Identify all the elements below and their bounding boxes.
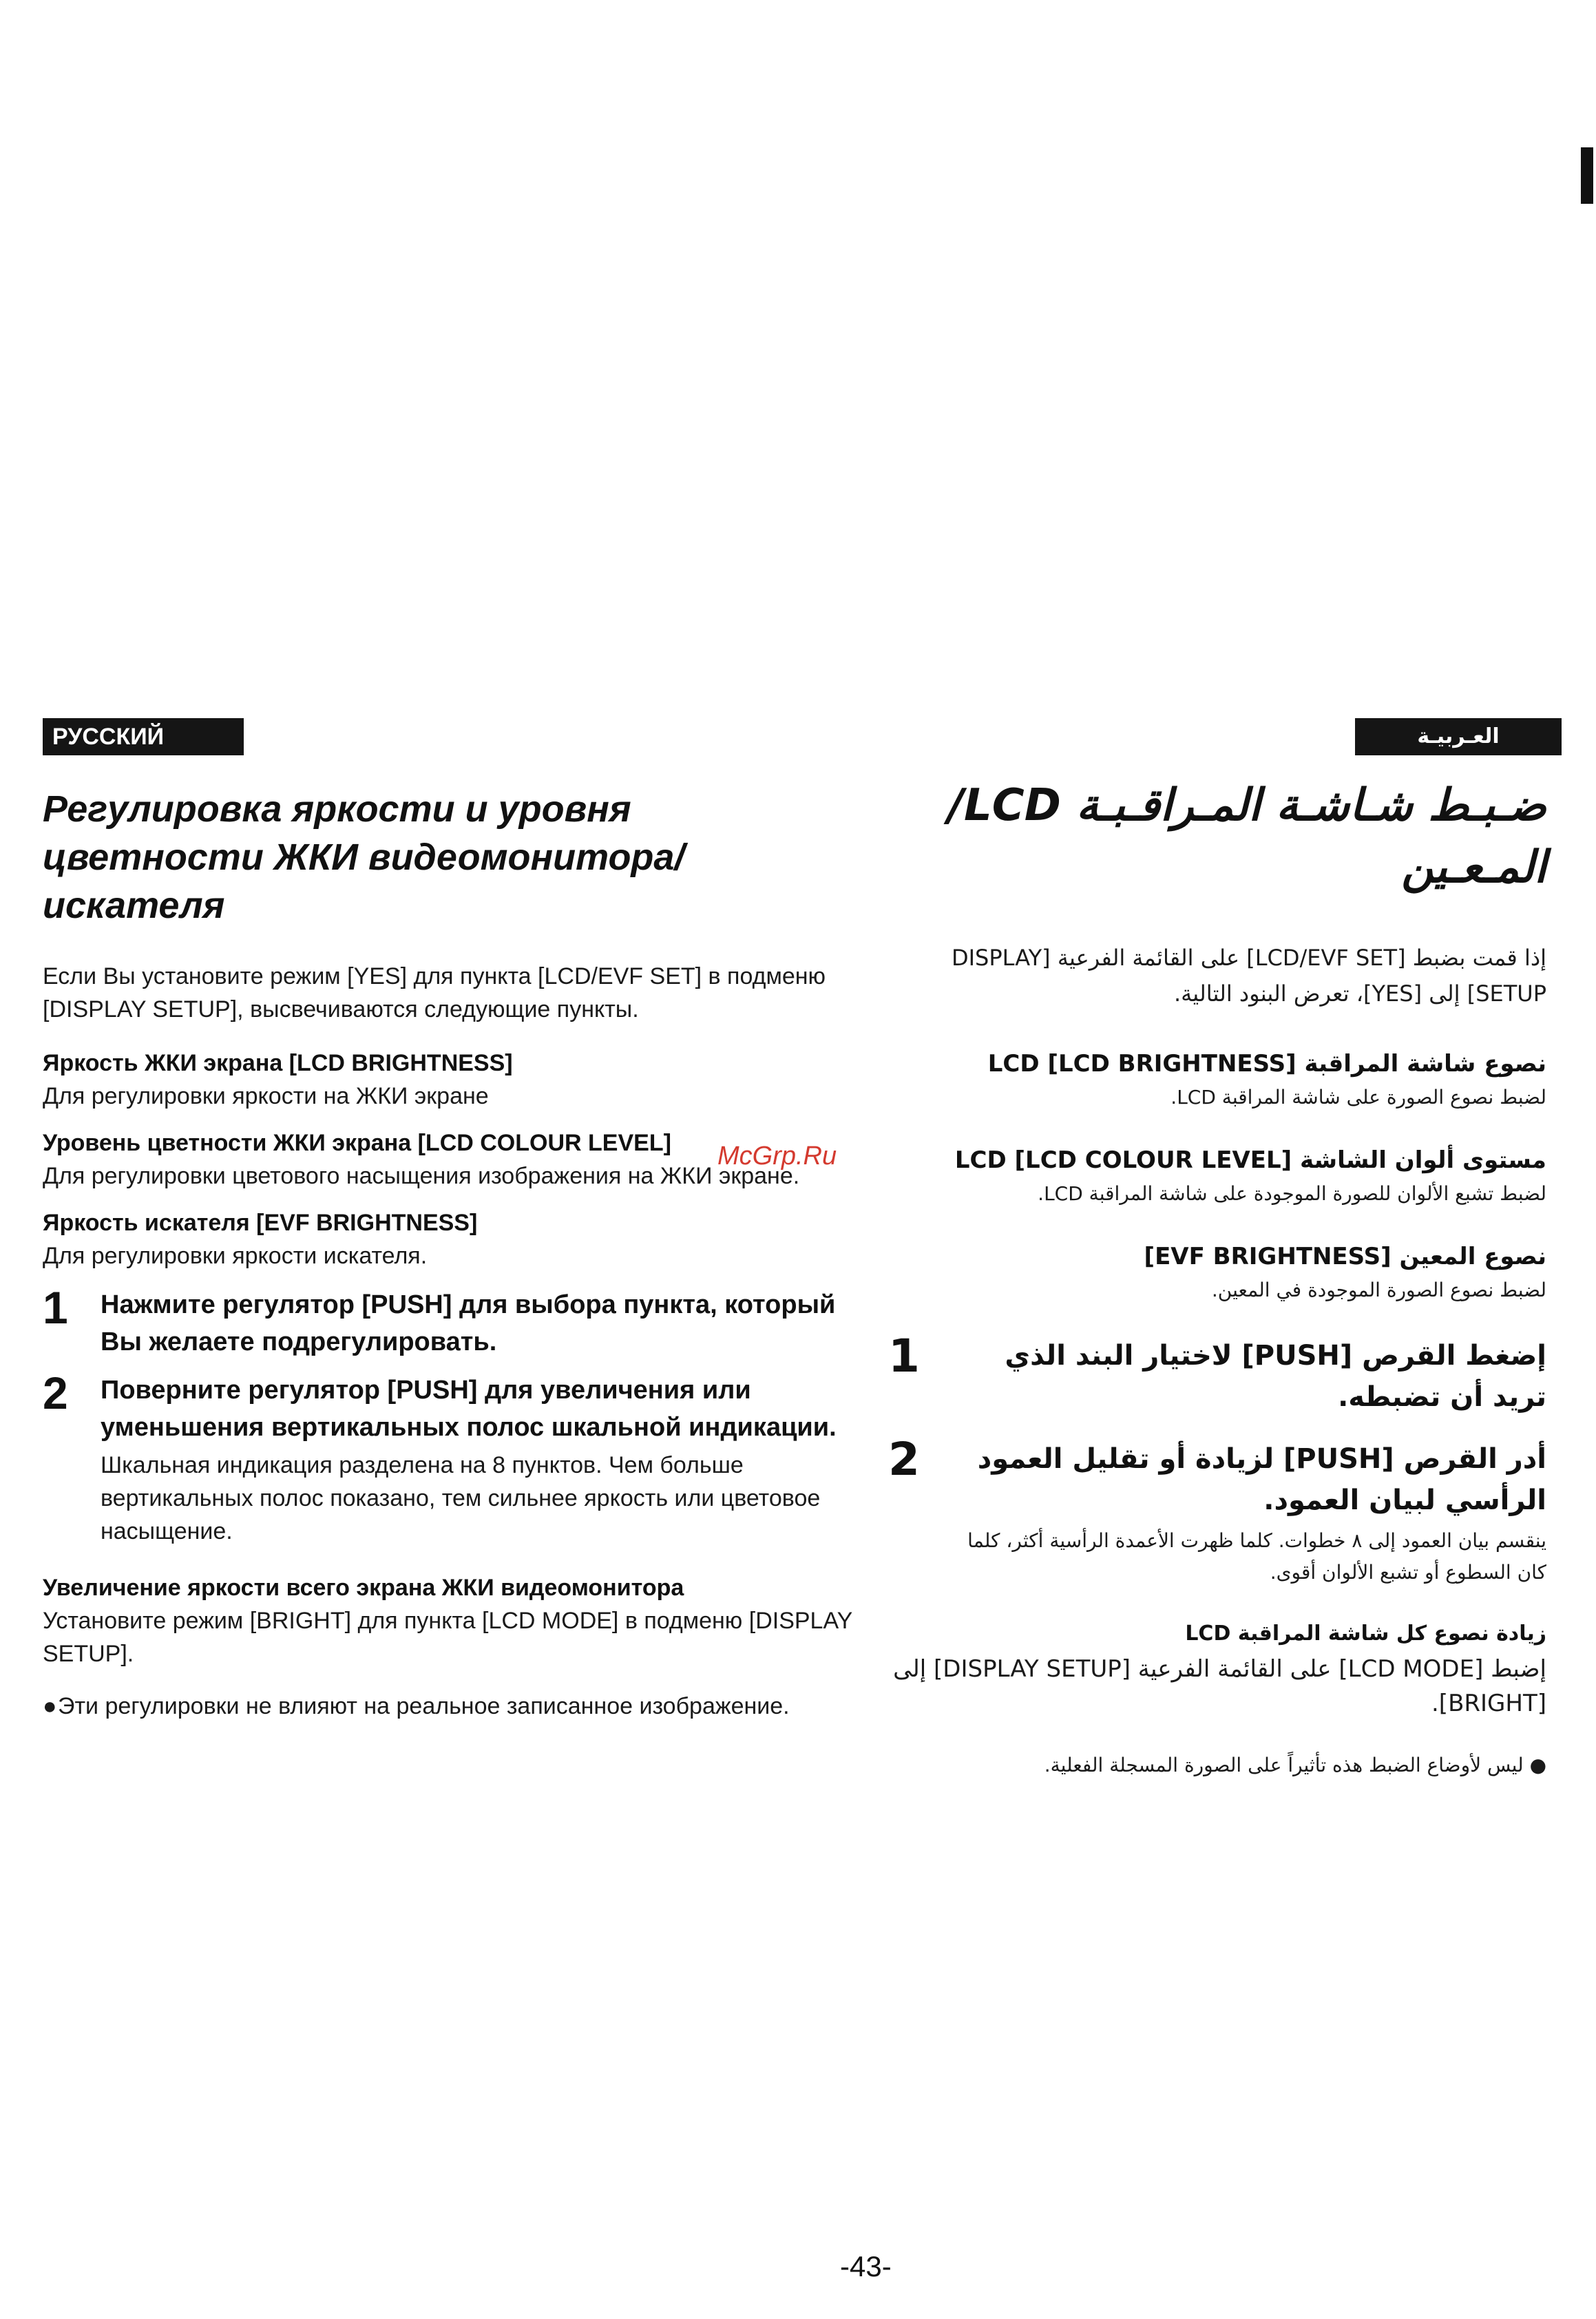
step-text: إضغط القرص [PUSH] لاختيار البند الذي تريد أن تضبطه. [1005,1340,1546,1413]
step-text: أدر القرص [PUSH] لزيادة أو تقليل العمود الرأسي لبيان العمود. [977,1443,1546,1516]
russian-intro: Если Вы установите режим [YES] для пункта [LCD/EVF SET] в подменю [DISPLAY SETUP], высвечиваются следующие пункты. [43,963,826,1022]
step-text: Поверните регулятор [PUSH] для увеличения или уменьшения вертикальных полос шкальной индикации. [101,1376,837,1442]
item-title: نصوع المعين [EVF BRIGHTNESS] [1144,1243,1546,1270]
arabic-item-evf-brightness [888,1239,1546,1306]
note-text: Эти регулировки не влияют на реальное записанное изображение. [58,1693,790,1719]
arabic-item-lcd-colour-level [888,1142,1546,1210]
arabic-step-2 [888,1433,1546,1588]
step-number: 2 [888,1433,920,1486]
item-desc: لضبط نصوع الصورة على شاشة المراقبة LCD. [1170,1086,1546,1109]
item-title: Яркость искателя [EVF BRIGHTNESS] [43,1210,478,1236]
item-desc: Для регулировки яркости на ЖКИ экране [43,1083,489,1109]
item-title: نصوع شاشة المراقبة LCD [LCD BRIGHTNESS] [987,1050,1546,1078]
bullet-icon: ● [43,1693,57,1719]
item-desc: Для регулировки цветового насыщения изображения на ЖКИ экране. [43,1163,800,1189]
russian-item-evf-brightness [43,1206,855,1272]
step-text: Нажмите регулятор [PUSH] для выбора пункта, который Вы желаете подрегулировать. [101,1290,836,1356]
watermark: McGrp.Ru [717,1142,837,1171]
arabic-bright-section [888,1616,1546,1721]
russian-language-tab: РУССКИЙ ЯЗЫК [43,718,244,755]
russian-title: Регулировка яркости и уровня цветности ЖКИ видеомонитора/ искателя [43,788,685,926]
step-note: ينقسم بيان العمود إلى ٨ خطوات. كلما ظهرت الأعمدة الرأسية أكثر، كلما كان السطوع أو تشبع الألوان أقوى. [967,1529,1546,1584]
note-text: ليس لأوضاع الضبط هذه تأثيراً على الصورة المسجلة الفعلية. [1044,1754,1524,1776]
page-edge-marker [1581,147,1593,204]
item-title: Уровень цветности ЖКИ экрана [LCD COLOUR LEVEL] [43,1130,671,1156]
section-desc: Установите режим [BRIGHT] для пункта [LCD MODE] в подменю [DISPLAY SETUP]. [43,1608,852,1667]
russian-step-1 [43,1282,855,1361]
russian-step-2 [43,1367,855,1548]
item-desc: لضبط تشبع الألوان للصورة الموجودة على شاشة المراقبة LCD. [1038,1182,1546,1205]
item-desc: لضبط نصوع الصورة الموجودة في المعين. [1211,1279,1546,1301]
arabic-step-1 [888,1330,1546,1418]
arabic-language-tab: العـربيـة [1355,718,1562,755]
step-note: Шкальная индикация разделена на 8 пунктов. Чем больше вертикальных полос показано, тем сильнее яркость или цветовое насыщение. [101,1452,821,1544]
arabic-intro: إذا قمت بضبط [LCD/EVF SET] على القائمة الفرعية [DISPLAY SETUP] إلى [YES]، تعرض البنود التالية. [951,945,1546,1007]
arabic-item-lcd-brightness [888,1046,1546,1113]
step-number: 2 [43,1367,68,1418]
item-desc: Для регулировки яркости искателя. [43,1243,428,1269]
item-title: Яркость ЖКИ экрана [LCD BRIGHTNESS] [43,1050,513,1076]
arabic-note [888,1750,1546,1781]
section-title: Увеличение яркости всего экрана ЖКИ видеомонитора [43,1575,684,1601]
russian-bright-section [43,1571,855,1670]
bullet-icon: ● [1529,1754,1546,1776]
russian-column [43,785,855,1723]
section-title: زيادة نصوع كل شاشة المراقبة LCD [1185,1622,1546,1646]
item-title: مستوى ألوان الشاشة LCD [LCD COLOUR LEVEL] [954,1146,1546,1174]
step-number: 1 [43,1282,68,1333]
arabic-column [888,775,1546,1781]
russian-note [43,1690,855,1723]
russian-item-lcd-brightness [43,1047,855,1113]
section-desc: إضبط [LCD MODE] على القائمة الفرعية [DISPLAY SETUP] إلى [BRIGHT]. [893,1655,1546,1717]
arabic-title: ضـبـط شـاشـة المـراقـبـة LCD/المـعـين [947,780,1546,893]
page-number: -43- [840,2250,892,2283]
step-number: 1 [888,1330,920,1383]
